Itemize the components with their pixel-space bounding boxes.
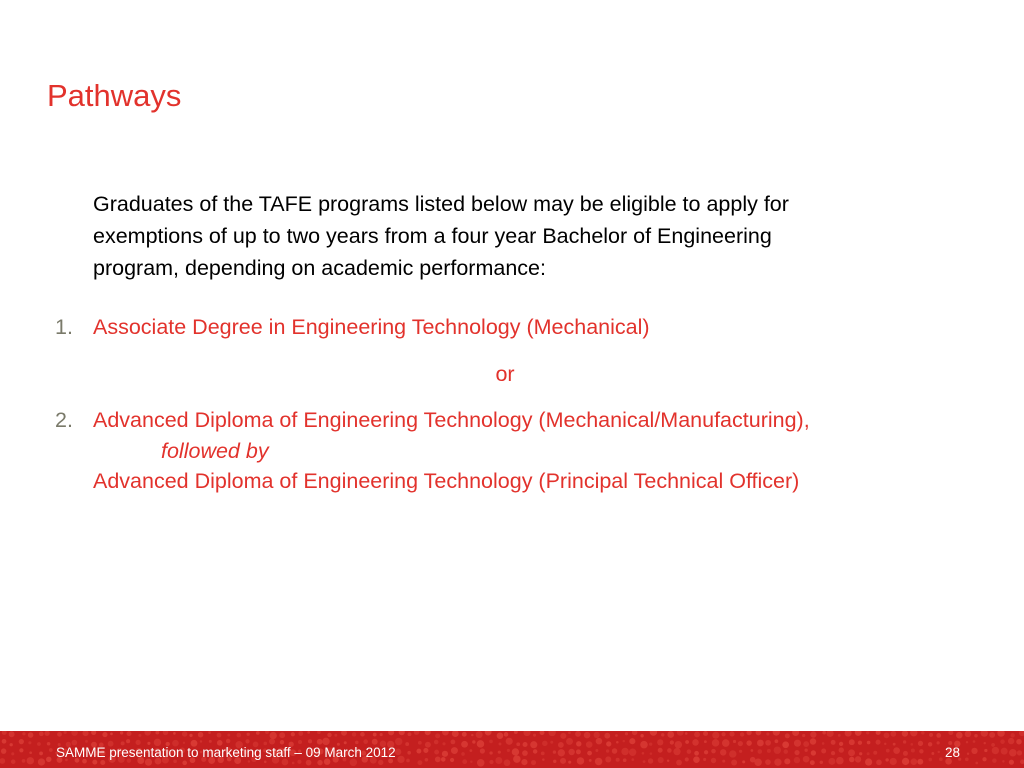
pathway-item-2 <box>55 405 810 436</box>
intro-line: exemptions of up to two years from a four year Bachelor of Engineering <box>93 224 772 248</box>
pathway-number: 2. <box>55 408 73 432</box>
slide-number: 28 <box>944 745 960 760</box>
pathway-text: Advanced Diploma of Engineering Technology (Mechanical/Manufacturing), <box>93 408 810 432</box>
pathway-number: 1. <box>55 315 73 339</box>
or-separator: or <box>495 362 515 386</box>
intro-line: program, depending on academic performance: <box>93 256 546 280</box>
pathway-text: Associate Degree in Engineering Technology (Mechanical) <box>93 315 650 339</box>
pathway-continuation: Advanced Diploma of Engineering Technology (Principal Technical Officer) <box>93 469 800 493</box>
pathway-connector: followed by <box>161 439 269 463</box>
footer-text: SAMME presentation to marketing staff – 09 March 2012 <box>56 745 396 760</box>
slide-title: Pathways <box>47 78 182 113</box>
pathway-item-1 <box>55 312 650 343</box>
footer-bar <box>0 731 1024 768</box>
intro-paragraph <box>93 188 973 284</box>
intro-line: Graduates of the TAFE programs listed below may be eligible to apply for <box>93 192 789 216</box>
